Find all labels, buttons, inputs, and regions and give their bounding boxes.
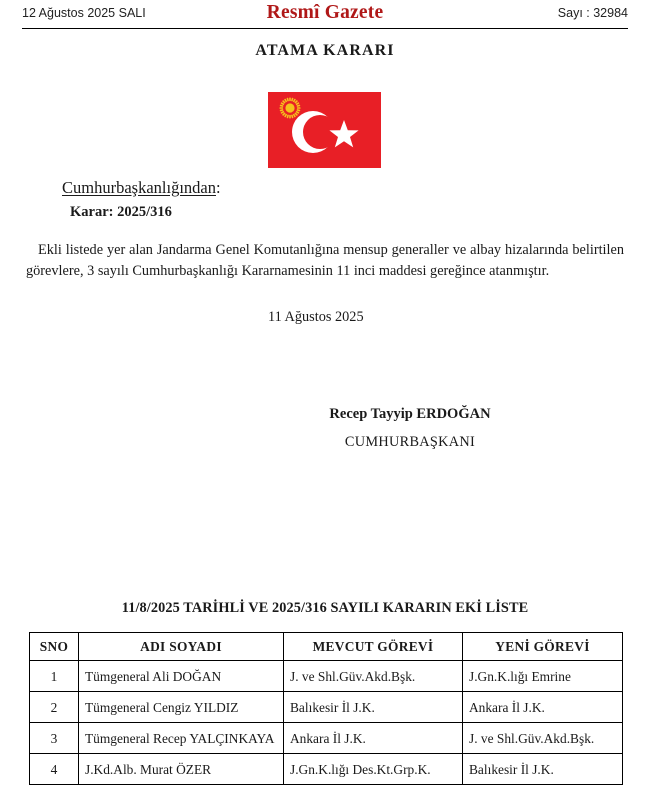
- annex-heading: 11/8/2025 TARİHLİ VE 2025/316 SAYILI KARARIN EKİ LİSTE: [121, 600, 529, 616]
- decision-date: 11 Ağustos 2025: [268, 309, 364, 325]
- cell-name: J.Kd.Alb. Murat ÖZER: [79, 754, 284, 785]
- cell-sno: 1: [30, 661, 79, 692]
- masthead-divider: [22, 28, 628, 29]
- signature-name: Recep Tayyip ERDOĞAN: [329, 406, 491, 422]
- cell-sno: 3: [30, 723, 79, 754]
- column-header-current: MEVCUT GÖREVİ: [284, 633, 463, 661]
- annex-table: [29, 632, 623, 785]
- masthead-date: 12 Ağustos 2025 SALI: [22, 6, 146, 20]
- cell-current-post: J. ve Shl.Güv.Akd.Bşk.: [284, 661, 463, 692]
- table-row: [30, 754, 623, 785]
- cell-sno: 4: [30, 754, 79, 785]
- cell-new-post: Balıkesir İl J.K.: [463, 754, 623, 785]
- masthead-issue-number: Sayı : 32984: [557, 6, 628, 20]
- column-header-new: YENİ GÖREVİ: [463, 633, 623, 661]
- issuer-label-text: Cumhurbaşkanlığından: [62, 178, 216, 197]
- table-row: [30, 661, 623, 692]
- cell-new-post: Ankara İl J.K.: [463, 692, 623, 723]
- body-paragraph: Ekli listede yer alan Jandarma Genel Komutanlığına mensup generaller ve albay hizalarında belirtilen görevlere, 3 sayılı Cumhurbaşkanlığı Kararnamesinin 11 inci maddesi gereğince atanmıştır.: [26, 242, 624, 279]
- cell-new-post: J. ve Shl.Güv.Akd.Bşk.: [463, 723, 623, 754]
- cell-new-post: J.Gn.K.lığı Emrine: [463, 661, 623, 692]
- cell-name: Tümgeneral Ali DOĞAN: [79, 661, 284, 692]
- signature-role: CUMHURBAŞKANI: [344, 434, 476, 450]
- issuer-line: [62, 178, 221, 198]
- masthead: [22, 0, 628, 26]
- flag-graphic: [268, 92, 381, 168]
- sun-emblem: [280, 98, 301, 119]
- cell-sno: 2: [30, 692, 79, 723]
- table-row: [30, 723, 623, 754]
- issuer-label: [62, 178, 221, 198]
- turkish-flag-image: [268, 92, 381, 168]
- cell-current-post: J.Gn.K.lığı Des.Kt.Grp.K.: [284, 754, 463, 785]
- document-title: ATAMA KARARI: [255, 42, 395, 59]
- column-header-name: ADI SOYADI: [79, 633, 284, 661]
- cell-current-post: Ankara İl J.K.: [284, 723, 463, 754]
- cell-name: Tümgeneral Cengiz YILDIZ: [79, 692, 284, 723]
- table-header-row: [30, 633, 623, 661]
- masthead-title: Resmî Gazete: [266, 2, 384, 23]
- cell-current-post: Balıkesir İl J.K.: [284, 692, 463, 723]
- column-header-sno: SNO: [30, 633, 79, 661]
- issuer-colon: :: [215, 178, 221, 197]
- cell-name: Tümgeneral Recep YALÇINKAYA: [79, 723, 284, 754]
- decision-number: Karar: 2025/316: [70, 204, 172, 220]
- table-row: [30, 692, 623, 723]
